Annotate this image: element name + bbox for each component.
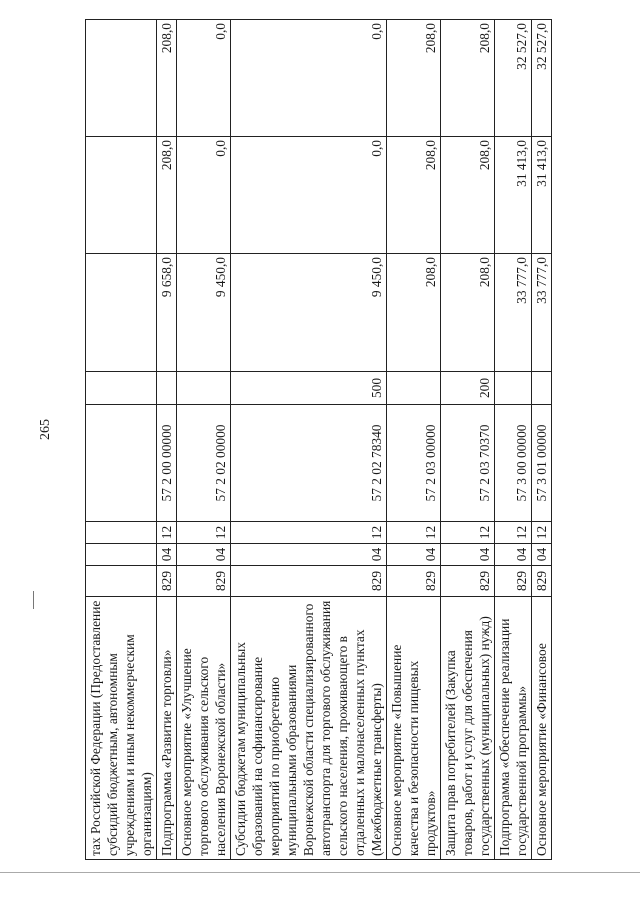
subsection-cell xyxy=(86,522,157,544)
subsection-cell: 12 xyxy=(495,522,532,544)
subsection-cell: 12 xyxy=(157,522,177,544)
section-cell: 04 xyxy=(495,544,532,566)
amount-year1-cell xyxy=(86,254,157,372)
target-article-cell: 57 2 02 00000 xyxy=(177,405,231,522)
amount-year1-cell: 9 450,0 xyxy=(231,254,387,372)
amount-year1-cell: 208,0 xyxy=(387,254,441,372)
amount-year1-cell: 33 777,0 xyxy=(532,254,552,372)
subsection-cell: 12 xyxy=(177,522,231,544)
subsection-cell: 12 xyxy=(387,522,441,544)
expense-type-cell xyxy=(532,372,552,405)
expense-type-cell xyxy=(387,372,441,405)
table-row xyxy=(157,20,177,860)
amount-year3-cell xyxy=(86,20,157,137)
row-name-cell: Субсидии бюджетам муниципальных образований на софинансирование мероприятий по приобретению муниципальными образованиями Воронежской области специализированного автотранспорта для торгового обслуживания сельского населения, проживающего в отдаленных и малонаселенных пунктах (Межбюджетные трансферты) xyxy=(231,597,387,860)
grbs-cell: 829 xyxy=(231,566,387,597)
amount-year2-cell: 208,0 xyxy=(441,137,495,254)
grbs-cell: 829 xyxy=(387,566,441,597)
subsection-cell: 12 xyxy=(441,522,495,544)
expense-type-cell xyxy=(495,372,532,405)
target-article-cell: 57 2 03 00000 xyxy=(387,405,441,522)
grbs-cell: 829 xyxy=(495,566,532,597)
amount-year3-cell: 0,0 xyxy=(231,20,387,137)
expense-type-cell: 500 xyxy=(231,372,387,405)
amount-year3-cell: 32 527,0 xyxy=(495,20,532,137)
section-cell: 04 xyxy=(387,544,441,566)
table-row xyxy=(441,20,495,860)
target-article-cell: 57 2 00 00000 xyxy=(157,405,177,522)
amount-year2-cell: 31 413,0 xyxy=(495,137,532,254)
amount-year1-cell: 9 450,0 xyxy=(177,254,231,372)
page-number: 265 xyxy=(38,419,53,440)
amount-year2-cell xyxy=(86,137,157,254)
section-cell xyxy=(86,544,157,566)
amount-year1-cell: 9 658,0 xyxy=(157,254,177,372)
amount-year1-cell: 33 777,0 xyxy=(495,254,532,372)
row-name-cell: Основное мероприятие «Повышение качества и безопасности пищевых продуктов» xyxy=(387,597,441,860)
table-row xyxy=(231,20,387,860)
table-row xyxy=(387,20,441,860)
table-row xyxy=(495,20,532,860)
target-article-cell: 57 2 03 70370 xyxy=(441,405,495,522)
table-row xyxy=(532,20,552,860)
section-cell: 04 xyxy=(177,544,231,566)
target-article-cell: 57 3 00 00000 xyxy=(495,405,532,522)
budget-table xyxy=(85,19,552,860)
table-row xyxy=(177,20,231,860)
row-name-cell: Защита прав потребителей (Закупка товаров, работ и услуг для обеспечения государственных (муниципальных) нужд) xyxy=(441,597,495,860)
amount-year2-cell: 208,0 xyxy=(387,137,441,254)
grbs-cell: 829 xyxy=(441,566,495,597)
amount-year3-cell: 208,0 xyxy=(387,20,441,137)
target-article-cell: 57 3 01 00000 xyxy=(532,405,552,522)
table-body xyxy=(86,20,552,860)
row-name-cell: Основное мероприятие «Финансовое xyxy=(532,597,552,860)
subsection-cell: 12 xyxy=(532,522,552,544)
section-cell: 04 xyxy=(231,544,387,566)
amount-year3-cell: 208,0 xyxy=(157,20,177,137)
rotated-budget-table-page xyxy=(85,20,618,860)
target-article-cell xyxy=(86,405,157,522)
amount-year2-cell: 208,0 xyxy=(157,137,177,254)
expense-type-cell: 200 xyxy=(441,372,495,405)
target-article-cell: 57 2 02 78340 xyxy=(231,405,387,522)
row-name-cell: Подпрограмма «Обеспечение реализации государственной программы» xyxy=(495,597,532,860)
subsection-cell: 12 xyxy=(231,522,387,544)
section-cell: 04 xyxy=(532,544,552,566)
section-cell: 04 xyxy=(157,544,177,566)
amount-year2-cell: 0,0 xyxy=(231,137,387,254)
amount-year1-cell: 208,0 xyxy=(441,254,495,372)
amount-year3-cell: 208,0 xyxy=(441,20,495,137)
expense-type-cell xyxy=(86,372,157,405)
grbs-cell: 829 xyxy=(532,566,552,597)
grbs-cell: 829 xyxy=(177,566,231,597)
row-name-cell: Основное мероприятие «Улучшение торгового обслуживания сельского населения Воронежской области» xyxy=(177,597,231,860)
section-cell: 04 xyxy=(441,544,495,566)
grbs-cell xyxy=(86,566,157,597)
scan-edge-line xyxy=(0,872,640,873)
row-name-cell: Подпрограмма «Развитие торговли» xyxy=(157,597,177,860)
amount-year3-cell: 32 527,0 xyxy=(532,20,552,137)
expense-type-cell xyxy=(157,372,177,405)
amount-year2-cell: 31 413,0 xyxy=(532,137,552,254)
table-row xyxy=(86,20,157,860)
amount-year3-cell: 0,0 xyxy=(177,20,231,137)
row-name-cell: тах Российской Федерации (Предоставление субсидий бюджетным, автономным учреждениям и иным некоммерческим организациям) xyxy=(86,597,157,860)
margin-mark xyxy=(33,591,34,609)
expense-type-cell xyxy=(177,372,231,405)
amount-year2-cell: 0,0 xyxy=(177,137,231,254)
grbs-cell: 829 xyxy=(157,566,177,597)
